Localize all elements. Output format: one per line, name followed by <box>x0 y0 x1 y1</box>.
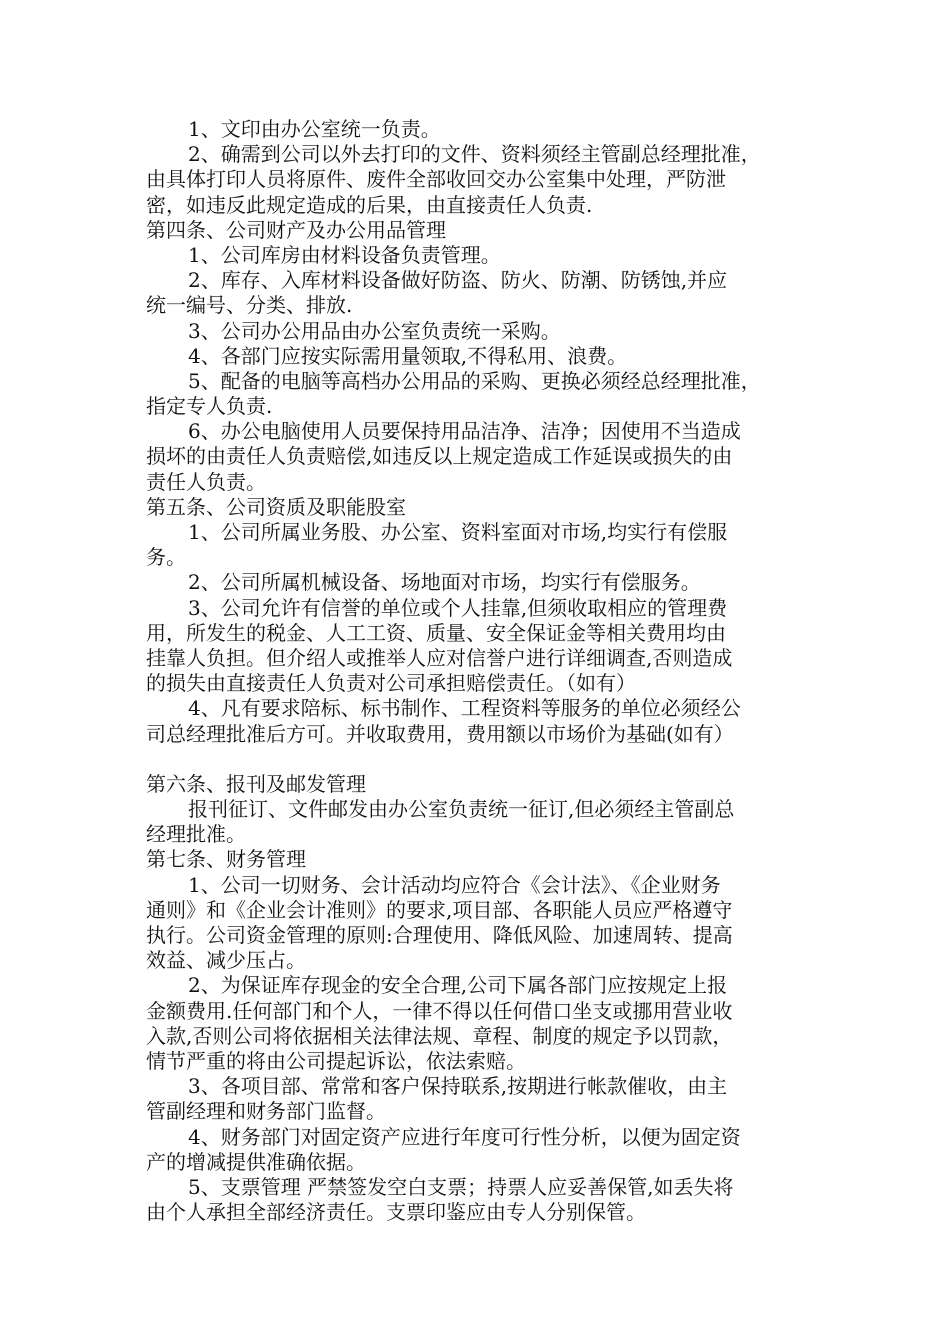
text-line: 5、支票管理 严禁签发空白支票；持票人应妥善保管,如丢失将 <box>188 1174 734 1199</box>
text-line: 损坏的由责任人负责赔偿,如违反以上规定造成工作延误或损失的由 <box>146 444 733 469</box>
text-line: 的损失由直接责任人负责对公司承担赔偿责任。（如有） <box>146 671 636 696</box>
text-line: 执行。公司资金管理的原则:合理使用、降低风险、加速周转、提高 <box>146 923 733 947</box>
text-line: 5、配备的电脑等高档办公用品的采购、更换必须经总经理批准， <box>188 368 761 393</box>
document-body <box>146 117 814 1225</box>
text-line: 1、文印由办公室统一负责。 <box>188 117 441 141</box>
text-line: 统一编号、分类、排放. <box>146 293 353 318</box>
text-line: 2、库存、入库材料设备做好防盗、防火、防潮、防锈蚀,并应 <box>188 268 728 293</box>
text-line: 效益、减少压占。 <box>146 948 306 973</box>
text-line: 责任人负责。 <box>146 469 266 494</box>
text-line: 1、公司所属业务股、办公室、资料室面对市场,均实行有偿服 <box>188 520 728 544</box>
text-line: 4、财务部门对固定资产应进行年度可行性分析，以便为固定资 <box>188 1124 741 1149</box>
section-heading: 第七条、财务管理 <box>146 847 306 872</box>
text-line: 金额费用.任何部门和个人，一律不得以任何借口坐支或挪用营业收 <box>146 998 733 1023</box>
blank-line <box>146 747 814 772</box>
text-line: 4、凡有要求陪标、标书制作、工程资料等服务的单位必须经公 <box>188 696 741 721</box>
text-line: 挂靠人负担。但介绍人或推举人应对信誉户进行详细调查,否则造成 <box>146 645 733 670</box>
text-line: 用，所发生的税金、人工工资、质量、安全保证金等相关费用均由 <box>146 620 726 645</box>
text-line: 3、公司允许有信誉的单位或个人挂靠,但须收取相应的管理费 <box>188 595 728 620</box>
text-line: 6、办公电脑使用人员要保持用品洁净、洁净；因使用不当造成 <box>188 419 741 444</box>
text-line: 管副经理和财务部门监督。 <box>146 1099 386 1124</box>
text-line: 由具体打印人员将原件、废件全部收回交办公室集中处理，严防泄 <box>146 167 726 192</box>
text-line: 司总经理批准后方可。并收取费用，费用额以市场价为基础(如有） <box>146 721 734 746</box>
text-line: 1、公司库房由材料设备负责管理。 <box>188 242 501 267</box>
text-line: 通则》和《企业会计准则》的要求,项目部、各职能人员应严格遵守 <box>146 897 733 922</box>
text-line: 密，如违反此规定造成的后果，由直接责任人负责. <box>146 192 593 217</box>
text-line: 由个人承担全部经济责任。支票印鉴应由专人分别保管。 <box>146 1200 646 1225</box>
section-heading: 第四条、公司财产及办公用品管理 <box>146 217 446 242</box>
text-line: 2、为保证库存现金的安全合理,公司下属各部门应按规定上报 <box>188 973 728 998</box>
text-line: 入款,否则公司将依据相关法律法规、章程、制度的规定予以罚款， <box>146 1023 733 1048</box>
section-heading: 第六条、报刊及邮发管理 <box>146 771 366 796</box>
text-line: 情节严重的将由公司提起诉讼，依法索赔。 <box>146 1048 526 1073</box>
text-line: 务。 <box>146 545 186 570</box>
text-line: 3、各项目部、常常和客户保持联系,按期进行帐款催收，由主 <box>188 1074 728 1099</box>
text-line: 1、公司一切财务、会计活动均应符合《会计法》、《企业财务 <box>188 872 721 897</box>
text-line: 2、公司所属机械设备、场地面对市场，均实行有偿服务。 <box>188 570 701 595</box>
text-line: 产的增减提供准确依据。 <box>146 1149 366 1174</box>
section-heading: 第五条、公司资质及职能股室 <box>146 494 406 519</box>
text-line: 经理批准。 <box>146 822 246 847</box>
text-line: 报刊征订、文件邮发由办公室负责统一征订,但必须经主管副总 <box>188 797 735 822</box>
text-line: 指定专人负责. <box>146 394 273 419</box>
text-line: 3、公司办公用品由办公室负责统一采购。 <box>188 318 561 343</box>
text-line: 2、确需到公司以外去打印的文件、资料须经主管副总经理批准， <box>188 142 761 167</box>
text-line: 4、各部门应按实际需用量领取,不得私用、浪费。 <box>188 343 628 368</box>
